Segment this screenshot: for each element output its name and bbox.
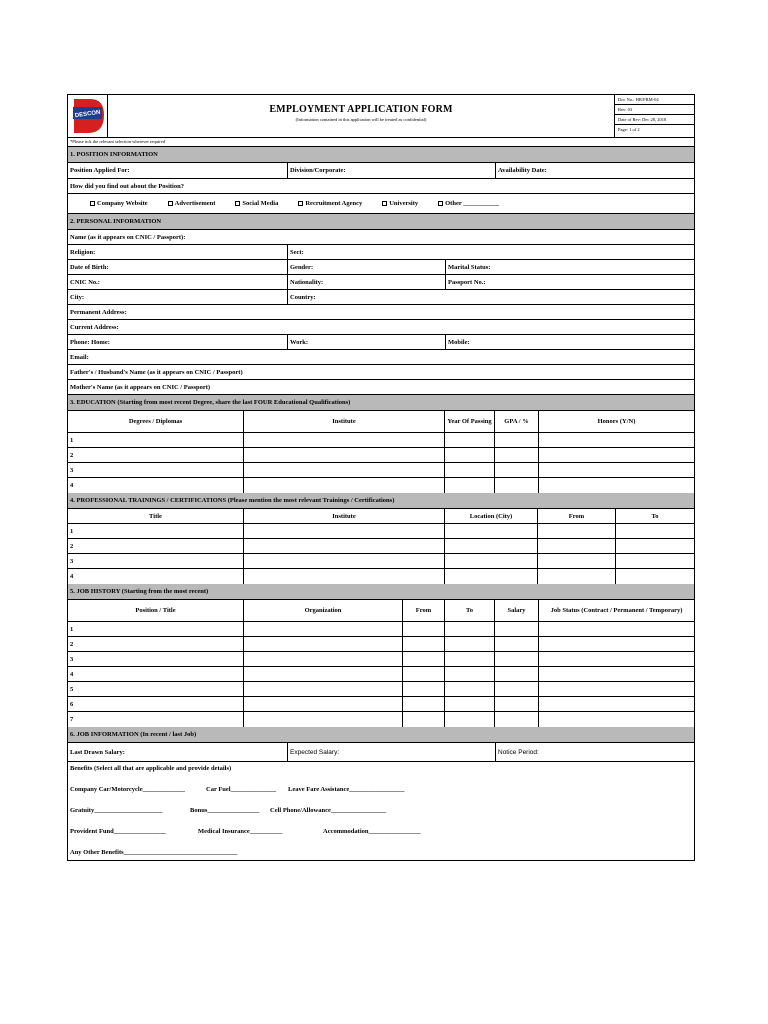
doc-number: Doc No.: HR/FRM-04 xyxy=(615,95,694,105)
table-row xyxy=(68,652,694,667)
table-cell[interactable]: 2 xyxy=(68,448,244,462)
table-cell[interactable] xyxy=(445,667,495,681)
accommodation-field[interactable]: Accommodation________________ xyxy=(323,828,421,835)
table-cell[interactable] xyxy=(495,682,539,696)
descon-logo xyxy=(68,95,108,137)
table-cell[interactable] xyxy=(495,667,539,681)
checkbox-icon[interactable] xyxy=(235,201,240,206)
table-cell[interactable] xyxy=(539,433,694,447)
table-cell[interactable]: 2 xyxy=(68,539,244,553)
table-row xyxy=(68,682,694,697)
col-location: Location (City) xyxy=(445,509,538,523)
division-field[interactable]: Division/Corporate: xyxy=(288,163,496,178)
benefits-block xyxy=(68,762,694,860)
phone-home-field[interactable]: Phone: Home: xyxy=(68,335,288,349)
country-field[interactable]: Country: xyxy=(290,293,316,301)
expected-salary-field[interactable]: Expected Salary: xyxy=(288,743,496,761)
table-cell[interactable] xyxy=(244,667,403,681)
table-cell[interactable] xyxy=(539,682,694,696)
dob-field[interactable]: Date of Birth: xyxy=(68,260,288,274)
col-from: From xyxy=(403,600,445,621)
leave-fare-field[interactable]: Leave Fare Assistance_________________ xyxy=(288,786,405,793)
sect-field[interactable]: Sect: xyxy=(290,248,304,256)
how-found-row xyxy=(68,179,694,194)
benefits-title: Benefits (Select all that are applicable and provide details) xyxy=(70,765,232,772)
job-history-header-row xyxy=(68,600,694,622)
section-personal-information: 2. PERSONAL INFORMATION xyxy=(68,214,694,230)
table-row xyxy=(68,524,694,539)
section-position-information: 1. POSITION INFORMATION xyxy=(68,147,694,163)
table-cell[interactable] xyxy=(445,569,538,584)
tick-note: *Please tick the relevant selection wherever required xyxy=(68,138,694,147)
table-cell[interactable] xyxy=(445,539,538,553)
table-cell[interactable] xyxy=(616,524,694,538)
col-institute: Institute xyxy=(244,411,445,432)
option-company-website[interactable]: Company Website xyxy=(90,200,148,207)
other-benefits-field[interactable]: Any Other Benefits___________________________________ xyxy=(70,849,238,856)
col-degrees: Degrees / Diplomas xyxy=(68,411,244,432)
checkbox-icon[interactable] xyxy=(90,201,95,206)
checkbox-icon[interactable] xyxy=(382,201,387,206)
provident-fund-field[interactable]: Provident Fund________________ xyxy=(70,828,166,835)
table-cell[interactable] xyxy=(539,622,694,636)
religion-field[interactable]: Religion: xyxy=(68,245,288,259)
table-cell[interactable]: 3 xyxy=(68,554,244,568)
checkbox-icon[interactable] xyxy=(438,201,443,206)
section-job-history: 5. JOB HISTORY (Starting from the most recent) xyxy=(68,584,694,600)
document-metadata xyxy=(614,95,694,137)
training-header-row xyxy=(68,509,694,524)
col-honors: Honors (Y/N) xyxy=(597,418,636,425)
col-title: Title xyxy=(68,509,244,523)
col-organization: Organization xyxy=(244,600,403,621)
source-options xyxy=(68,194,694,214)
table-cell[interactable]: 4 xyxy=(68,569,244,584)
table-cell[interactable] xyxy=(244,478,445,493)
table-cell[interactable] xyxy=(495,448,539,462)
table-cell[interactable] xyxy=(445,433,495,447)
mobile-field[interactable]: Mobile: xyxy=(448,338,470,346)
table-cell[interactable] xyxy=(539,478,694,493)
table-cell[interactable] xyxy=(539,448,694,462)
table-cell[interactable] xyxy=(445,622,495,636)
table-cell[interactable] xyxy=(244,463,445,477)
option-recruitment-agency[interactable]: Recruitment Agency xyxy=(298,200,362,207)
company-car-field[interactable]: Company Car/Motorcycle_____________ xyxy=(70,786,185,793)
city-field[interactable]: City: xyxy=(68,290,288,304)
table-cell[interactable] xyxy=(403,697,445,711)
table-row xyxy=(68,539,694,554)
table-cell[interactable] xyxy=(495,712,539,727)
table-cell[interactable] xyxy=(539,697,694,711)
section-trainings: 4. PROFESSIONAL TRAININGS / CERTIFICATIONS (Please mention the most relevant Trainings / Certifications) xyxy=(68,493,694,509)
table-row xyxy=(68,697,694,712)
option-university[interactable]: University xyxy=(382,200,418,207)
form-header xyxy=(68,95,694,138)
medical-insurance-field[interactable]: Medical Insurance__________ xyxy=(198,828,283,835)
table-cell[interactable] xyxy=(539,712,694,727)
position-row xyxy=(68,163,694,179)
table-cell[interactable] xyxy=(244,712,403,727)
form-subtitle: (Information contained in this application will be treated as confidential) xyxy=(295,117,427,122)
how-found-label: How did you find out about the Position? xyxy=(70,182,184,190)
table-row xyxy=(68,448,694,463)
page-number: Page: 1 of 2 xyxy=(618,127,640,132)
table-cell[interactable] xyxy=(244,682,403,696)
table-cell[interactable] xyxy=(244,433,445,447)
table-cell[interactable] xyxy=(244,622,403,636)
table-cell[interactable] xyxy=(244,524,445,538)
table-cell[interactable] xyxy=(244,539,445,553)
marital-status-field[interactable]: Marital Status: xyxy=(448,263,491,271)
table-cell[interactable] xyxy=(244,697,403,711)
col-year: Year Of Passing xyxy=(445,411,495,432)
cell-phone-field[interactable]: Cell Phone/Allowance_________________ xyxy=(270,807,387,814)
current-address-field[interactable]: Current Address: xyxy=(70,323,119,331)
table-cell[interactable] xyxy=(403,622,445,636)
nationality-field[interactable]: Nationality: xyxy=(288,275,446,289)
table-cell[interactable]: 4 xyxy=(68,478,244,493)
gender-field[interactable]: Gender: xyxy=(288,260,446,274)
table-cell[interactable] xyxy=(495,478,539,493)
table-cell[interactable] xyxy=(403,637,445,651)
option-social-media[interactable]: Social Media xyxy=(235,200,278,207)
descon-logo-icon xyxy=(68,95,108,137)
table-row xyxy=(68,637,694,652)
table-cell[interactable] xyxy=(445,478,495,493)
table-cell[interactable] xyxy=(495,433,539,447)
table-cell[interactable] xyxy=(538,539,616,553)
table-cell[interactable] xyxy=(495,622,539,636)
table-cell[interactable]: 1 xyxy=(68,433,244,447)
table-cell[interactable] xyxy=(616,554,694,568)
col-gpa: GPA / % xyxy=(495,411,539,432)
position-applied-field[interactable]: Position Applied For: xyxy=(68,163,288,178)
table-cell[interactable] xyxy=(539,463,694,477)
name-field[interactable]: Name (as it appears on CNIC / Passport): xyxy=(70,233,186,241)
table-cell[interactable] xyxy=(539,637,694,651)
table-cell[interactable] xyxy=(445,637,495,651)
table-cell[interactable] xyxy=(495,637,539,651)
col-to: To xyxy=(445,600,495,621)
table-cell[interactable] xyxy=(539,667,694,681)
table-row xyxy=(68,667,694,682)
table-row xyxy=(68,478,694,493)
table-cell[interactable] xyxy=(445,682,495,696)
table-cell[interactable] xyxy=(403,682,445,696)
table-cell[interactable] xyxy=(244,652,403,666)
table-cell[interactable] xyxy=(495,463,539,477)
option-advertisement[interactable]: Advertisement xyxy=(168,200,216,207)
permanent-address-field[interactable]: Permanent Address: xyxy=(70,308,127,316)
cnic-field[interactable]: CNIC No.: xyxy=(68,275,288,289)
table-cell[interactable] xyxy=(445,712,495,727)
table-row xyxy=(68,712,694,727)
table-cell[interactable] xyxy=(445,554,538,568)
education-header-row xyxy=(68,411,694,433)
table-cell[interactable] xyxy=(538,524,616,538)
work-phone-field[interactable]: Work: xyxy=(288,335,446,349)
table-cell[interactable] xyxy=(539,652,694,666)
table-cell[interactable]: 6 xyxy=(68,697,244,711)
table-cell[interactable]: 2 xyxy=(68,637,244,651)
table-row xyxy=(68,433,694,448)
revision-date: Date of Rev: Dec 28, 2018 xyxy=(615,115,694,125)
table-cell[interactable] xyxy=(244,637,403,651)
section-job-information: 6. JOB INFORMATION (In recent / last Job) xyxy=(68,727,694,743)
table-cell[interactable] xyxy=(538,554,616,568)
table-row xyxy=(68,554,694,569)
col-salary: Salary xyxy=(495,600,539,621)
passport-field[interactable]: Passport No.: xyxy=(448,278,486,286)
mother-name-field[interactable]: Mother's Name (as it appears on CNIC / Passport) xyxy=(70,383,211,391)
table-cell[interactable]: 4 xyxy=(68,667,244,681)
bonus-field[interactable]: Bonus________________ xyxy=(190,807,260,814)
table-cell[interactable]: 7 xyxy=(68,712,244,727)
table-cell[interactable] xyxy=(616,569,694,584)
gratuity-field[interactable]: Gratuity_____________________ xyxy=(70,807,163,814)
car-fuel-field[interactable]: Car Fuel______________ xyxy=(206,786,277,793)
logo-text: DESCON xyxy=(74,109,101,120)
table-cell[interactable] xyxy=(445,524,538,538)
availability-date-field[interactable]: Availability Date: xyxy=(498,167,547,174)
table-row xyxy=(68,463,694,478)
table-cell[interactable] xyxy=(445,463,495,477)
table-cell[interactable] xyxy=(403,712,445,727)
table-cell[interactable]: 1 xyxy=(68,524,244,538)
col-job-status: Job Status (Contract / Permanent / Temporary) xyxy=(550,607,683,614)
form-title: EMPLOYMENT APPLICATION FORM xyxy=(269,104,453,115)
col-to: To xyxy=(651,512,659,520)
table-cell[interactable] xyxy=(403,667,445,681)
table-cell[interactable] xyxy=(616,539,694,553)
table-cell[interactable] xyxy=(445,652,495,666)
table-cell[interactable]: 3 xyxy=(68,463,244,477)
notice-period-field[interactable]: Notice Period: xyxy=(498,748,539,756)
checkbox-icon[interactable] xyxy=(168,201,173,206)
col-from: From xyxy=(538,509,616,523)
table-cell[interactable]: 1 xyxy=(68,622,244,636)
col-institute: Institute xyxy=(244,509,445,523)
table-cell[interactable]: 3 xyxy=(68,652,244,666)
checkbox-icon[interactable] xyxy=(298,201,303,206)
last-salary-field[interactable]: Last Drawn Salary: xyxy=(68,743,288,761)
table-cell[interactable]: 5 xyxy=(68,682,244,696)
option-other[interactable]: Other ___________ xyxy=(438,200,499,207)
table-cell[interactable] xyxy=(244,448,445,462)
table-row xyxy=(68,622,694,637)
col-position: Position / Title xyxy=(68,600,244,621)
table-cell[interactable] xyxy=(445,448,495,462)
employment-application-form xyxy=(67,94,695,861)
table-cell[interactable] xyxy=(538,569,616,584)
table-cell[interactable] xyxy=(403,652,445,666)
table-cell[interactable] xyxy=(244,554,445,568)
revision: Rev: 03 xyxy=(615,105,694,115)
section-education: 3. EDUCATION (Starting from most recent Degree, share the last FOUR Educational Qualifications) xyxy=(68,395,694,411)
father-name-field[interactable]: Father's / Husband's Name (as it appears on CNIC / Passport) xyxy=(70,368,243,376)
table-cell[interactable] xyxy=(445,697,495,711)
table-row xyxy=(68,569,694,584)
table-cell[interactable] xyxy=(495,697,539,711)
email-field[interactable]: Email: xyxy=(70,353,89,361)
table-cell[interactable] xyxy=(244,569,445,584)
table-cell[interactable] xyxy=(495,652,539,666)
